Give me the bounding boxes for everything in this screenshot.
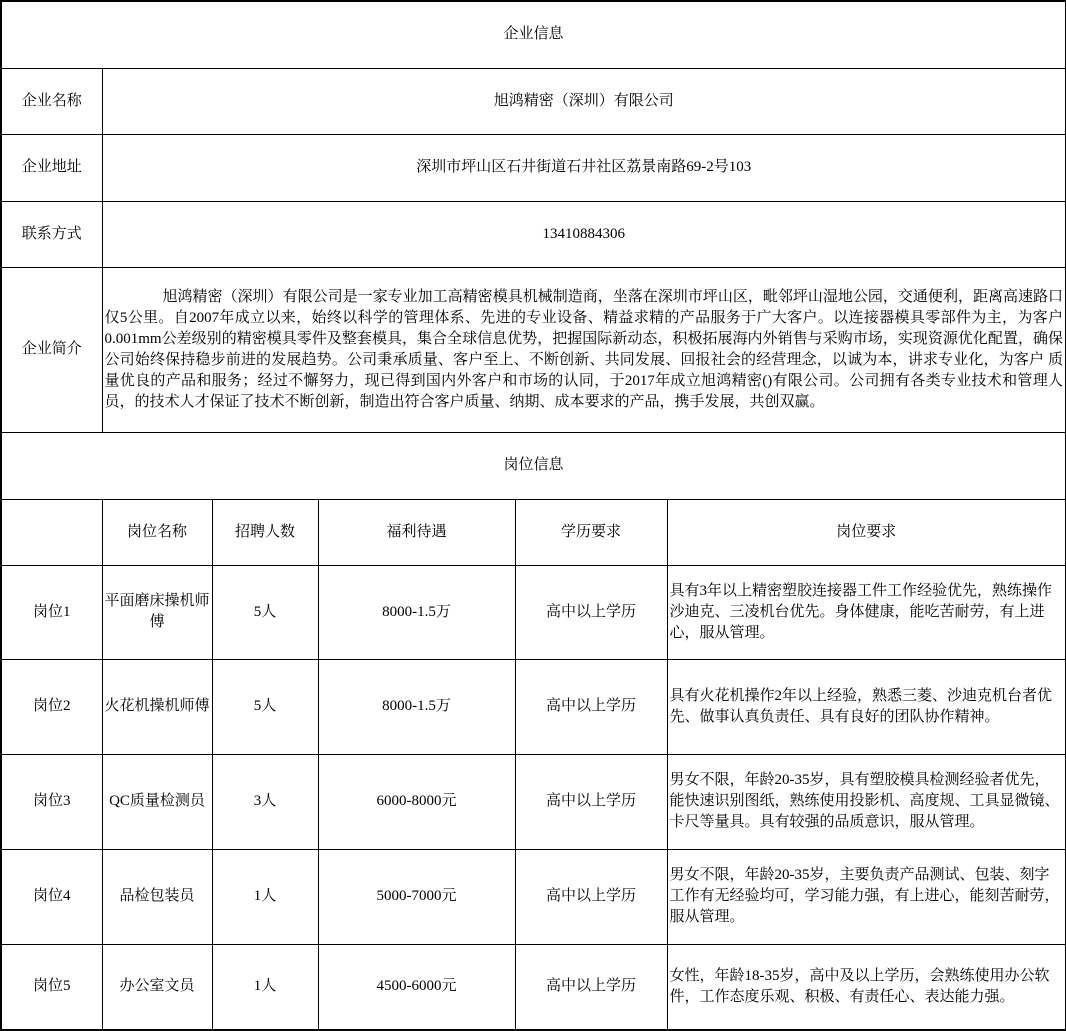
job-5-count: 1人 — [212, 944, 318, 1030]
job-3-label: 岗位3 — [1, 754, 102, 849]
job-5-requirements: 女性，年龄18-35岁，高中及以上学历，会熟练使用办公软件，工作态度乐观、积极、有责任心、表达能力强。 — [667, 944, 1066, 1030]
job-2-name: 火花机操机师傅 — [102, 659, 212, 754]
job-row-3 — [1, 754, 1066, 849]
company-name-value: 旭鸿精密（深圳）有限公司 — [102, 68, 1066, 134]
job-5-name: 办公室文员 — [102, 944, 212, 1030]
job-4-requirements: 男女不限，年龄20-35岁，主要负责产品测试、包装、刻字工作有无经验均可，学习能力强，有上进心，能刻苦耐劳，服从管理。 — [667, 849, 1066, 944]
job-row-4 — [1, 849, 1066, 944]
company-section-title: 企业信息 — [1, 1, 1066, 68]
jobs-column-header-row — [1, 499, 1066, 565]
jobs-section-title: 岗位信息 — [1, 432, 1066, 499]
company-section-header-row — [1, 1, 1066, 68]
job-4-education: 高中以上学历 — [515, 849, 667, 944]
job-1-education: 高中以上学历 — [515, 565, 667, 659]
company-contact-value: 13410884306 — [102, 201, 1066, 267]
job-4-count: 1人 — [212, 849, 318, 944]
job-2-count: 5人 — [212, 659, 318, 754]
jobs-header-requirements: 岗位要求 — [667, 499, 1066, 565]
job-2-education: 高中以上学历 — [515, 659, 667, 754]
jobs-header-name: 岗位名称 — [102, 499, 212, 565]
job-1-requirements: 具有3年以上精密塑胶连接器工件工作经验优先，熟练操作沙迪克、三凌机台优先。身体健康，能吃苦耐劳，有上进心，服从管理。 — [667, 565, 1066, 659]
job-row-1 — [1, 565, 1066, 659]
jobs-header-count: 招聘人数 — [212, 499, 318, 565]
job-3-name: QC质量检测员 — [102, 754, 212, 849]
company-intro-label: 企业简介 — [1, 267, 102, 432]
job-1-salary: 8000-1.5万 — [318, 565, 515, 659]
company-name-row — [1, 68, 1066, 134]
job-1-label: 岗位1 — [1, 565, 102, 659]
company-intro-row — [1, 267, 1066, 432]
jobs-header-empty-cell — [1, 499, 102, 565]
job-5-label: 岗位5 — [1, 944, 102, 1030]
job-row-2 — [1, 659, 1066, 754]
company-address-value: 深圳市坪山区石井街道石井社区荔景南路69-2号103 — [102, 134, 1066, 201]
company-intro-cell — [102, 267, 1066, 432]
job-4-name: 品检包装员 — [102, 849, 212, 944]
job-5-education: 高中以上学历 — [515, 944, 667, 1030]
job-3-education: 高中以上学历 — [515, 754, 667, 849]
company-contact-row — [1, 201, 1066, 267]
jobs-header-education: 学历要求 — [515, 499, 667, 565]
company-address-row — [1, 134, 1066, 201]
job-4-salary: 5000-7000元 — [318, 849, 515, 944]
job-1-name: 平面磨床操机师傅 — [102, 565, 212, 659]
company-contact-label: 联系方式 — [1, 201, 102, 267]
job-3-requirements: 男女不限，年龄20-35岁，具有塑胶模具检测经验者优先，能快速识别图纸，熟练使用投影机、高度规、工具显微镜、卡尺等量具。具有较强的品质意识，服从管理。 — [667, 754, 1066, 849]
jobs-section-header-row — [1, 432, 1066, 499]
job-3-salary: 6000-8000元 — [318, 754, 515, 849]
company-name-label: 企业名称 — [1, 68, 102, 134]
company-intro-text: 旭鸿精密（深圳）有限公司是一家专业加工高精密模具机械制造商，坐落在深圳市坪山区，毗邻坪山湿地公园，交通便利，距离高速路口仅5公里。自2007年成立以来，始终以科学的管理体系、先进的专业设备、精益求精的产品服务于广大客户。以连接器模具零部件为主，为客户 0.001mm公差级别的精密模具零件及整套模具，集合全球信息优势，把握国际新动态，积极拓展海内外销售与采购市场，实现资源优化配置，确保公司始终保持稳步前进的发展趋势。公司秉承质量、客户至上、不断创新、共同发展、回报社会的经营理念，以诚为本，讲求专业化，为客户 质量优良的产品和服务；经过不懈努力，现已得到国内外客户和市场的认同，于2017年成立旭鸿精密()有限公司。公司拥有各类专业技术和管理人员，的技术人才保证了技术不断创新，制造出符合客户质量、纳期、成本要求的产品，携手发展，共创双赢。 — [104, 288, 1064, 410]
job-row-5 — [1, 944, 1066, 1030]
job-2-requirements: 具有火花机操作2年以上经验，熟悉三菱、沙迪克机台者优先、做事认真负责任、具有良好的团队协作精神。 — [667, 659, 1066, 754]
jobs-header-salary: 福利待遇 — [318, 499, 515, 565]
company-address-label: 企业地址 — [1, 134, 102, 201]
job-2-label: 岗位2 — [1, 659, 102, 754]
job-5-salary: 4500-6000元 — [318, 944, 515, 1030]
job-4-label: 岗位4 — [1, 849, 102, 944]
job-1-count: 5人 — [212, 565, 318, 659]
job-2-salary: 8000-1.5万 — [318, 659, 515, 754]
job-3-count: 3人 — [212, 754, 318, 849]
